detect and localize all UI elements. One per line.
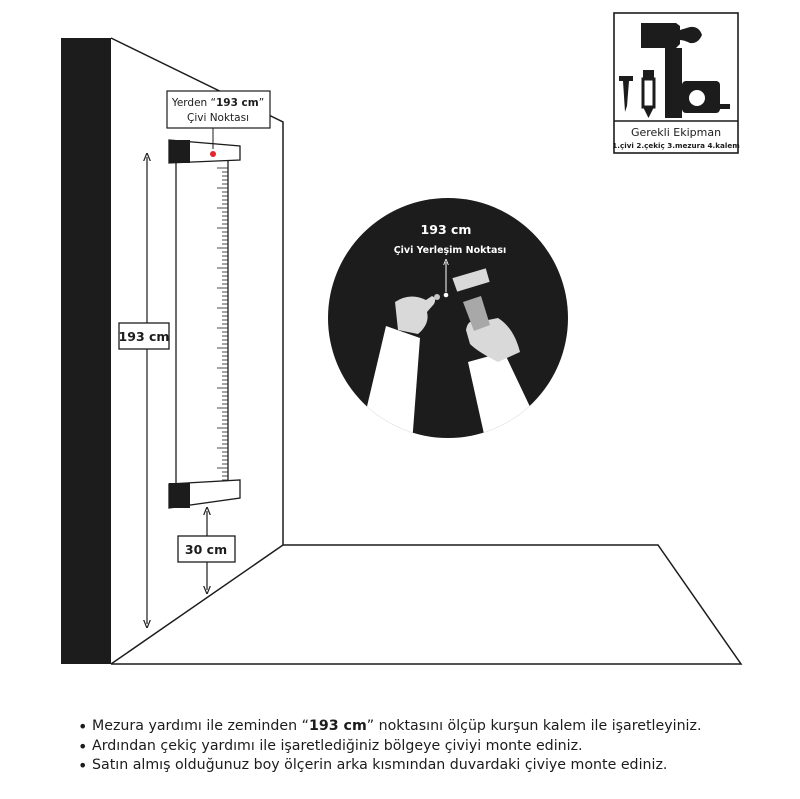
detail-nail-point xyxy=(444,293,449,298)
floor-outline xyxy=(111,545,741,664)
equipment-panel xyxy=(612,13,739,153)
instruction-item: • Satın almış olduğunuz boy ölçerin arka kısmından duvardaki çiviye monte ediniz. xyxy=(78,756,778,776)
top-holder-cap xyxy=(169,140,190,163)
detail-value: 193 cm xyxy=(420,222,472,237)
nail-mark xyxy=(210,151,216,157)
height-chart xyxy=(169,140,240,508)
instruction-item: • Ardından çekiç yardımı ile işaretlediğiniz bölgeye çiviyi monte ediniz. xyxy=(78,737,778,757)
nail-label-line1: Yerden “193 cm” xyxy=(171,97,265,109)
chart-strip xyxy=(176,160,228,488)
instruction-list xyxy=(78,717,778,776)
equipment-subtitle: 1.çivi 2.çekiç 3.mezura 4.kalem xyxy=(612,141,740,150)
detail-caption: Çivi Yerleşim Noktası xyxy=(393,245,507,256)
floor-gap-label: 30 cm xyxy=(184,542,228,557)
height-label: 193 cm xyxy=(118,329,170,344)
instruction-item: • Mezura yardımı ile zeminden “193 cm” noktasını ölçüp kurşun kalem ile işaretleyiniz. xyxy=(78,717,778,737)
wall-edge xyxy=(61,38,111,664)
nail-label-line2: Çivi Noktası xyxy=(186,112,250,124)
bottom-holder-cap xyxy=(169,483,190,508)
equipment-title: Gerekli Ekipman xyxy=(630,126,722,139)
detail-illustration xyxy=(328,198,568,470)
